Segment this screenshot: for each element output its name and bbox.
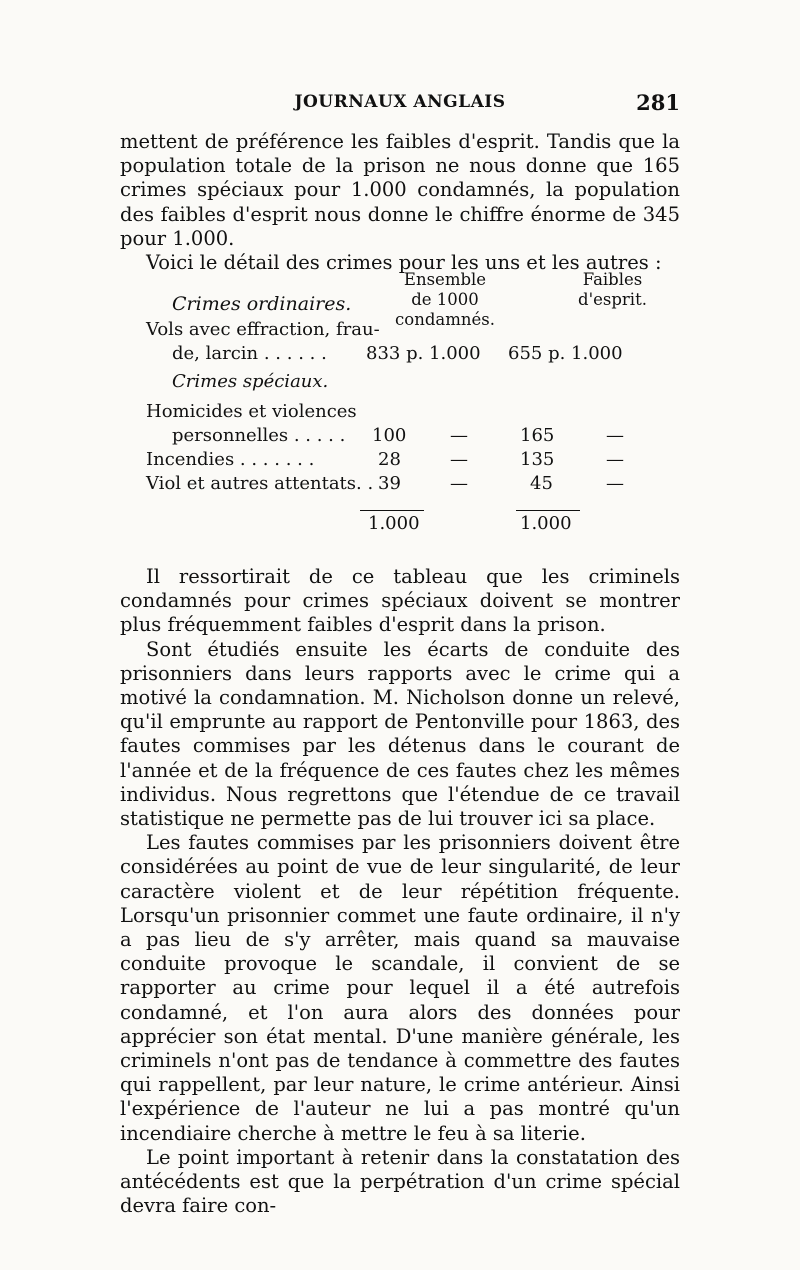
row-label: Incendies . . . . . . . — [146, 449, 315, 470]
total-rule — [516, 510, 580, 511]
row-label: personnelles . . . . . — [172, 425, 346, 446]
text-block-top — [120, 130, 680, 275]
row-label: Viol et autres attentats. . — [146, 473, 374, 494]
crime-table — [120, 270, 680, 536]
cell-value: 28 — [378, 449, 401, 470]
table-row — [120, 318, 680, 342]
total-value: 1.000 — [520, 513, 572, 534]
table-row — [120, 424, 680, 448]
paragraph: mettent de préférence les faibles d'esprit. Tandis que la population totale de la prison ne nous donne que 165 crimes spéciaux pour 1.000 condamnés, la population des faibles d'esprit nous donne le chiffre énorme de 345 pour 1.000. — [120, 130, 680, 250]
category-header: Crimes ordinaires. — [172, 293, 352, 315]
cell-value: 165 — [520, 425, 555, 446]
page-header — [120, 92, 680, 118]
cell-value: 655 p. 1.000 — [508, 343, 623, 364]
table-row — [120, 400, 680, 424]
paragraph: Voici le détail des crimes pour les uns et les autres : — [146, 251, 662, 275]
page-number: 281 — [636, 90, 680, 115]
total-value: 1.000 — [368, 513, 420, 534]
row-label: Homicides et violences — [146, 401, 357, 422]
paragraph: Sont étudiés ensuite les écarts de conduite des prisonniers dans leurs rapports avec le crime qui a motivé la condamnation. M. Nicholson donne un relevé, qu'il emprunte au rapport de Pentonville pour 1863, des fautes commises par les détenus dans le courant de l'année et de la fréquence de ces fautes chez les mêmes individus. Nous regrettons que l'étendue de ce travail statistique ne permette pas de lui trouver ici sa place. — [120, 637, 680, 831]
cell-dash: — — [606, 473, 624, 494]
column-header-line: Faibles — [582, 270, 643, 289]
cell-value: 100 — [372, 425, 407, 446]
table-total-row — [120, 512, 680, 536]
cell-value: 135 — [520, 449, 555, 470]
table-row — [120, 342, 680, 366]
column-header-line: d'esprit. — [578, 290, 647, 309]
cell-value: 45 — [530, 473, 553, 494]
table-row — [120, 472, 680, 496]
cell-value: 39 — [378, 473, 401, 494]
table-row — [120, 370, 680, 394]
cell-value: 833 p. 1.000 — [366, 343, 481, 364]
cell-dash: — — [606, 449, 624, 470]
table-header — [120, 270, 680, 329]
text-block-bottom — [120, 565, 680, 1218]
cell-dash: — — [450, 449, 468, 470]
section-label: Crimes spéciaux. — [172, 371, 329, 392]
table-row — [120, 448, 680, 472]
cell-dash: — — [450, 425, 468, 446]
running-title: JOURNAUX ANGLAIS — [294, 92, 506, 112]
row-label: de, larcin . . . . . . — [172, 343, 327, 364]
column-header-line: de 1000 condamnés. — [395, 290, 495, 329]
cell-dash: — — [606, 425, 624, 446]
column-header-faibles — [550, 270, 675, 310]
row-label: Vols avec effraction, frau- — [146, 319, 380, 340]
cell-dash: — — [450, 473, 468, 494]
paragraph: Les fautes commises par les prisonniers doivent être considérées au point de vue de leur singularité, de leur caractère violent et de leur répétition fréquente. Lorsqu'un prisonnier commet une faute ordinaire, il n'y a pas lieu de s'y arrêter, mais quand sa mauvaise conduite provoque le scandale, il convient de se rapporter au crime pour lequel il a été autrefois condamné, et l'on aura alors des données pour apprécier son état mental. D'une manière générale, les criminels n'ont pas de tendance à commettre des fautes qui rappellent, par leur nature, le crime antérieur. Ainsi l'expérience de l'auteur ne lui a pas montré qu'un incendiaire cherche à mettre le feu à sa literie. — [120, 831, 680, 1145]
paragraph: Le point important à retenir dans la constatation des antécédents est que la perpétration d'un crime spécial devra faire con- — [120, 1145, 680, 1218]
total-rule — [360, 510, 424, 511]
paragraph: Il ressortirait de ce tableau que les criminels condamnés pour crimes spéciaux doivent se montrer plus fréquemment faibles d'esprit dans la prison. — [120, 565, 680, 637]
column-header-line: Ensemble — [403, 270, 487, 289]
